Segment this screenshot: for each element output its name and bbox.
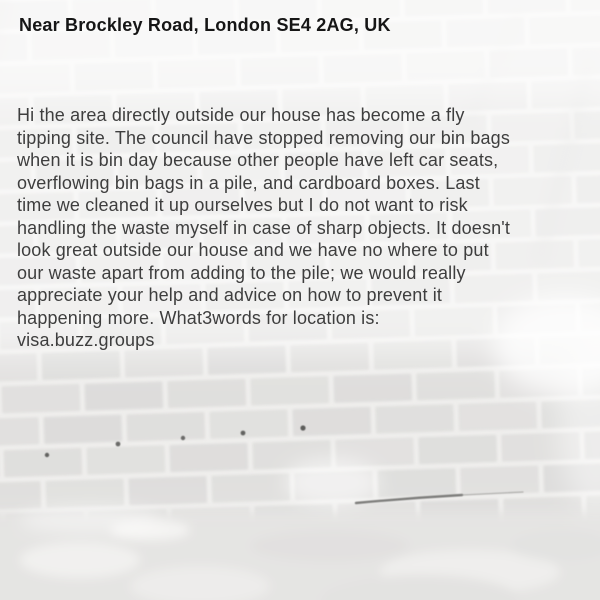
report-description-line: happening more. What3words for location is: [17,307,380,328]
report-description-line: time we cleaned it up ourselves but I do not want to risk [17,195,468,215]
report-description [17,104,583,352]
location-title: Near Brockley Road, London SE4 2AG, UK [19,15,391,35]
report-description-line: when it is bin day because other people have left car seats, [17,150,499,170]
report-description-line: handling the waste myself in case of sharp objects. It doesn't [17,217,511,238]
report-description-line: appreciate your help and advice on how to prevent it [17,285,443,305]
report-description-line: tipping site. The council have stopped removing our bin bags [17,127,510,148]
report-description-line: look great outside our house and we have no where to put [17,240,489,260]
report-description-line: our waste apart from adding to the pile; we would really [17,262,466,283]
report-description-line: overflowing bin bags in a pile, and cardboard boxes. Last [17,172,480,193]
what3words-address: visa.buzz.groups [17,330,155,350]
report-description-line: Hi the area directly outside our house has become a fly [17,105,465,125]
